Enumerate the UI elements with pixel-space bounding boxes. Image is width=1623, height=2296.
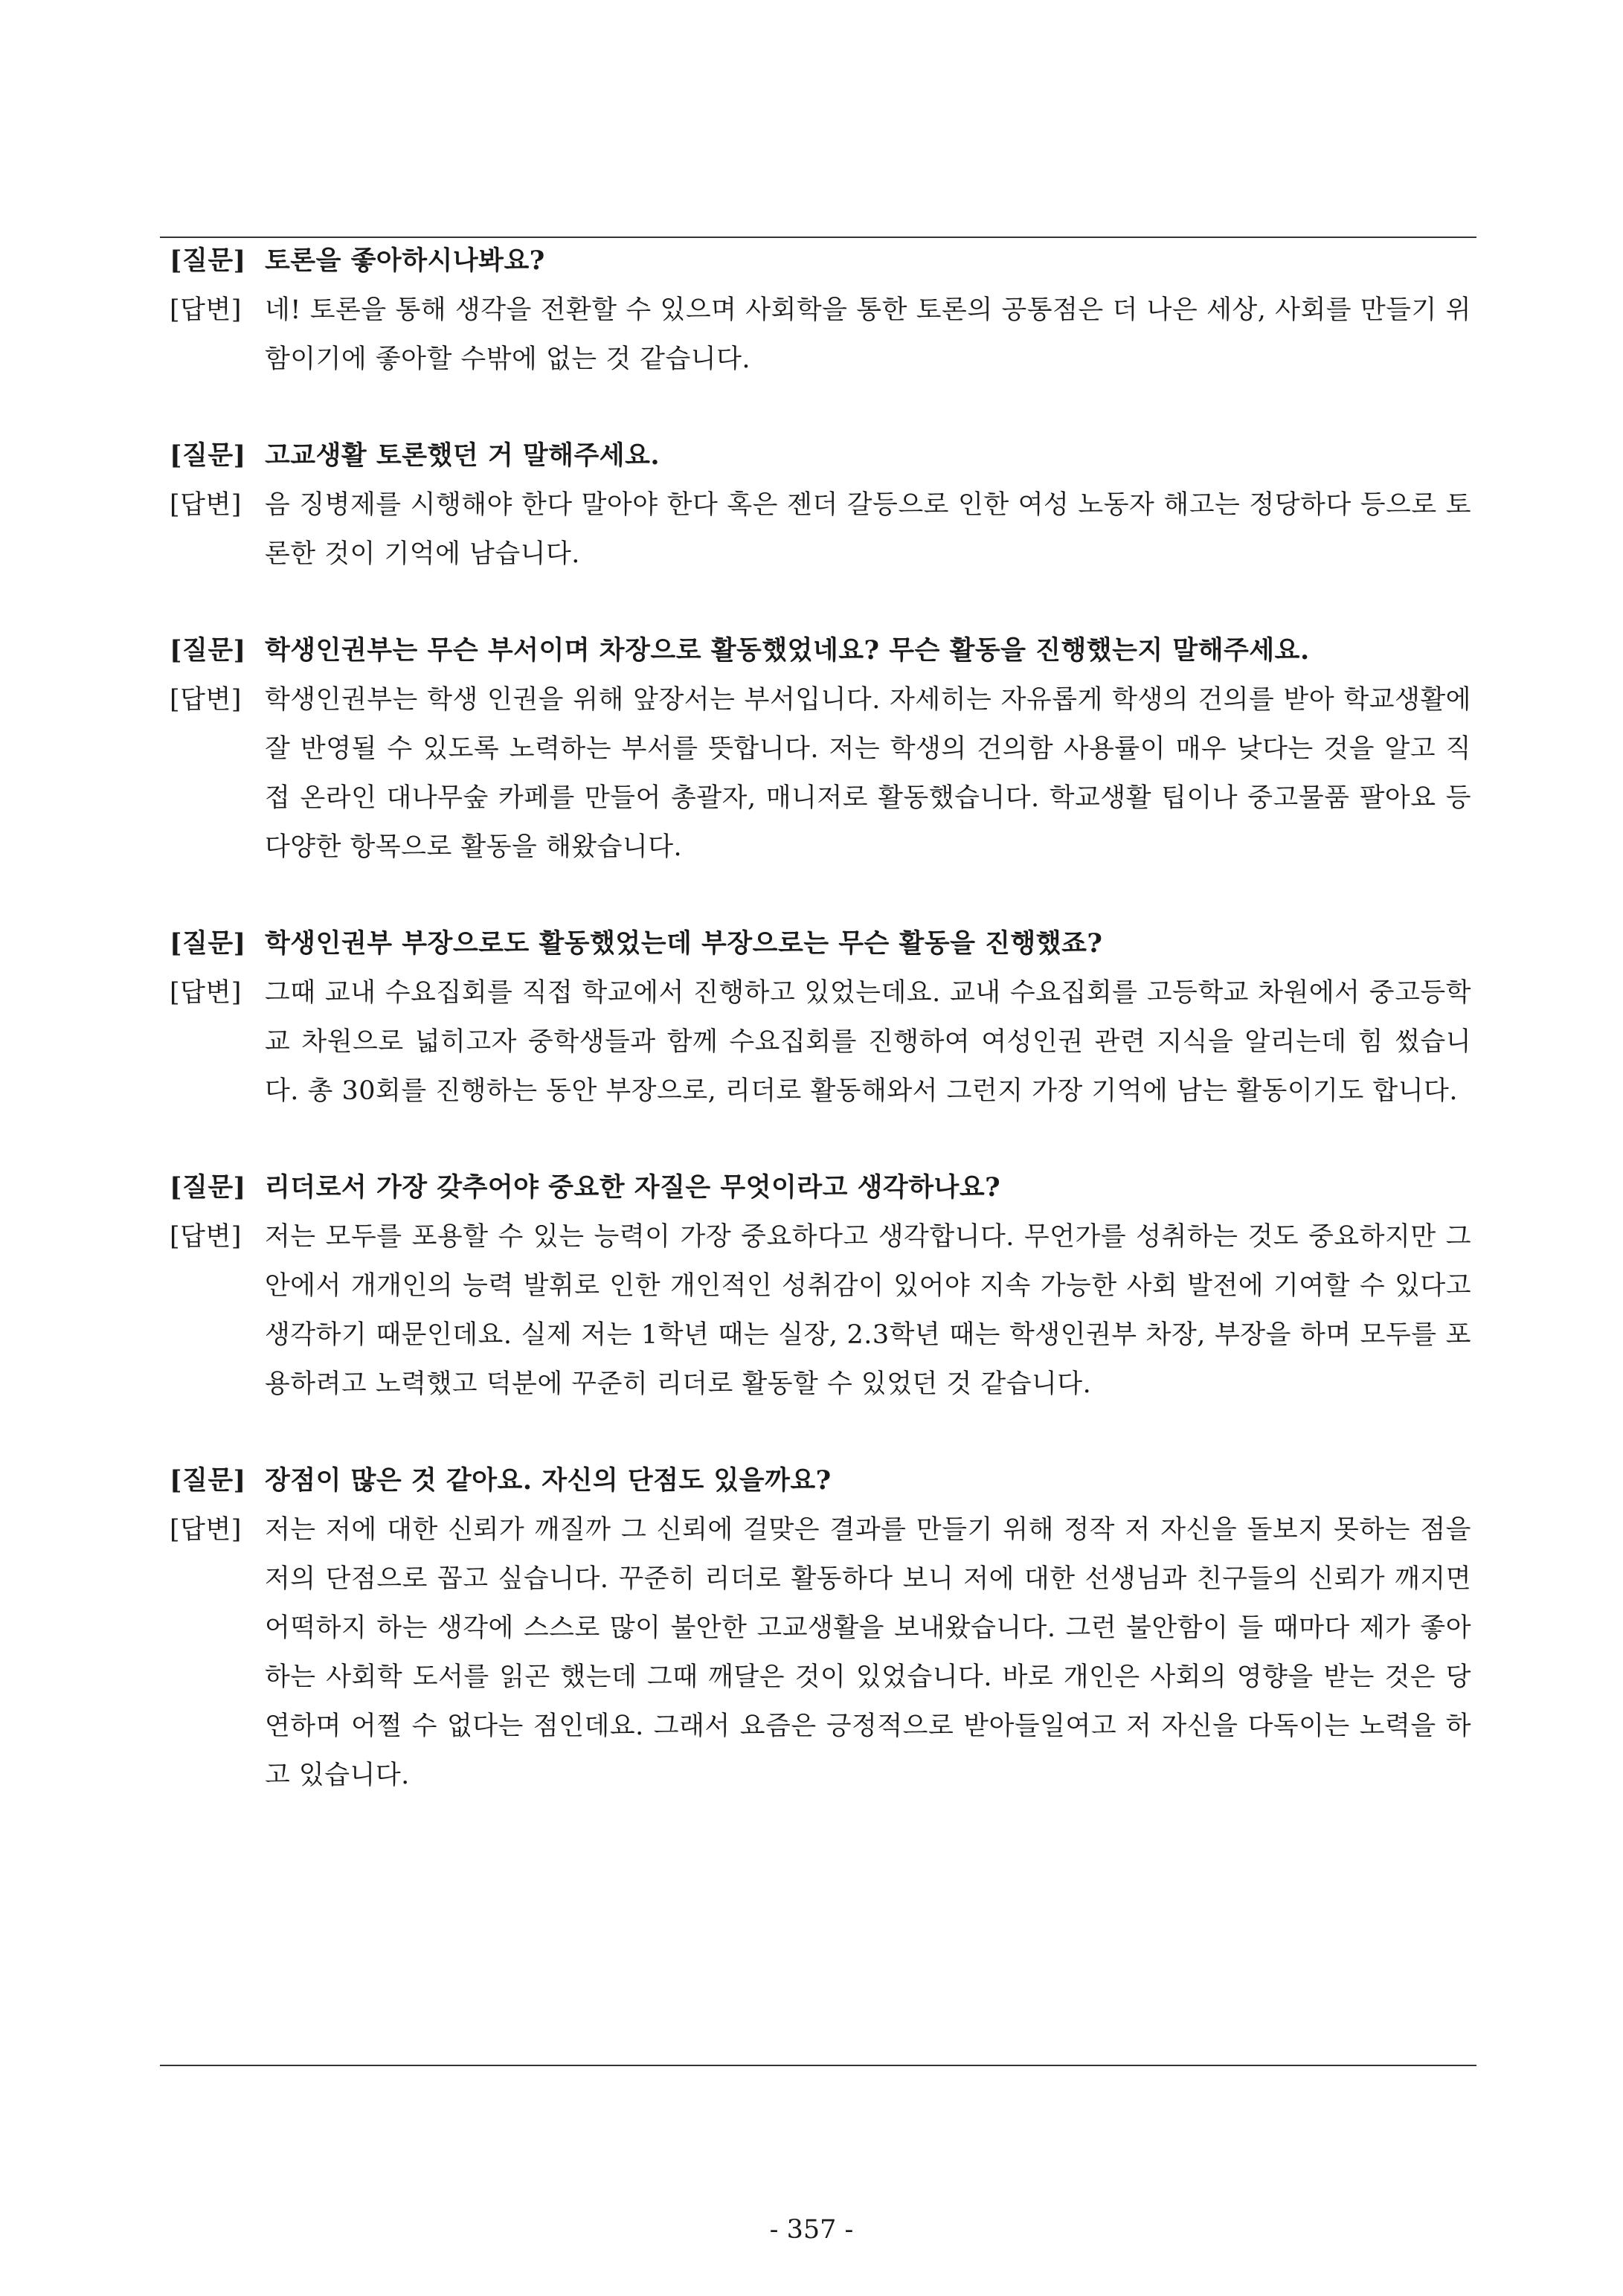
answer-text: 음 징병제를 시행해야 한다 말아야 한다 혹은 젠더 갈등으로 인한 여성 노동자 해고는 정당하다 등으로 토론한 것이 기억에 남습니다. xyxy=(265,490,1471,569)
qa-content xyxy=(170,237,1471,1800)
answer-tag: [답변] xyxy=(170,685,242,715)
question-text: 학생인권부 부장으로도 활동했었는데 부장으로는 무슨 활동을 진행했죠? xyxy=(265,928,1103,959)
question xyxy=(170,1163,1471,1212)
question xyxy=(170,237,1471,286)
answer xyxy=(170,675,1471,872)
answer-tag: [답변] xyxy=(170,978,242,1008)
qa-block xyxy=(170,237,1471,384)
answer xyxy=(170,968,1471,1116)
question-tag: [질문] xyxy=(170,440,246,471)
answer-text: 그때 교내 수요집회를 직접 학교에서 진행하고 있었는데요. 교내 수요집회를 고등학교 차원에서 중고등학교 차원으로 넓히고자 중학생들과 함께 수요집회를 진행하여 여성인권 관련 지식을 알리는데 힘 썼습니다. 총 30회를 진행하는 동안 부장으로, 리더로 활동해와서 그런지 가장 기억에 남는 활동이기도 합니다. xyxy=(265,978,1471,1106)
question xyxy=(170,919,1471,968)
question-tag: [질문] xyxy=(170,928,246,959)
qa-block xyxy=(170,1456,1471,1800)
question-text: 학생인권부는 무슨 부서이며 차장으로 활동했었네요? 무슨 활동을 진행했는지 말해주세요. xyxy=(265,635,1310,666)
answer xyxy=(170,286,1471,384)
answer-tag: [답변] xyxy=(170,1222,242,1252)
qa-block xyxy=(170,431,1471,579)
answer-text: 학생인권부는 학생 인권을 위해 앞장서는 부서입니다. 자세히는 자유롭게 학생의 건의를 받아 학교생활에 잘 반영될 수 있도록 노력하는 부서를 뜻합니다. 저는 학생의 건의함 사용률이 매우 낮다는 것을 알고 직접 온라인 대나무숲 카페를 만들어 총괄자, 매니저로 활동했습니다. 학교생활 팁이나 중고물품 팔아요 등 다양한 항목으로 활동을 해왔습니다. xyxy=(265,685,1471,862)
qa-block xyxy=(170,626,1471,872)
answer xyxy=(170,1212,1471,1409)
answer-tag: [답변] xyxy=(170,1515,242,1545)
question-text: 장점이 많은 것 같아요. 자신의 단점도 있을까요? xyxy=(265,1465,832,1496)
question-text: 토론을 좋아하시나봐요? xyxy=(265,245,545,276)
question-text: 고교생활 토론했던 거 말해주세요. xyxy=(265,440,661,471)
question-text: 리더로서 가장 갖추어야 중요한 자질은 무엇이라고 생각하나요? xyxy=(265,1172,1001,1203)
question xyxy=(170,626,1471,675)
answer-tag: [답변] xyxy=(170,490,242,520)
qa-block xyxy=(170,1163,1471,1409)
answer-text: 저는 저에 대한 신뢰가 깨질까 그 신뢰에 걸맞은 결과를 만들기 위해 정작 저 자신을 돌보지 못하는 점을 저의 단점으로 꼽고 싶습니다. 꾸준히 리더로 활동하다 보니 저에 대한 선생님과 친구들의 신뢰가 깨지면 어떡하지 하는 생각에 스스로 많이 불안한 고교생활을 보내왔습니다. 그런 불안함이 들 때마다 제가 좋아하는 사회학 도서를 읽곤 했는데 그때 깨달은 것이 있었습니다. 바로 개인은 사회의 영향을 받는 것은 당연하며 어쩔 수 없다는 점인데요. 그래서 요즘은 긍정적으로 받아들일여고 저 자신을 다독이는 노력을 하고 있습니다. xyxy=(265,1515,1471,1790)
question xyxy=(170,431,1471,480)
question-tag: [질문] xyxy=(170,1465,246,1496)
question xyxy=(170,1456,1471,1505)
page-number: - 357 - xyxy=(769,2215,854,2245)
answer-tag: [답변] xyxy=(170,295,242,325)
answer-text: 저는 모두를 포용할 수 있는 능력이 가장 중요하다고 생각합니다. 무언가를 성취하는 것도 중요하지만 그 안에서 개개인의 능력 발휘로 인한 개인적인 성취감이 있어야 지속 가능한 사회 발전에 기여할 수 있다고 생각하기 때문인데요. 실제 저는 1학년 때는 실장, 2.3학년 때는 학생인권부 차장, 부장을 하며 모두를 포용하려고 노력했고 덕분에 꾸준히 리더로 활동할 수 있었던 것 같습니다. xyxy=(265,1222,1471,1399)
question-tag: [질문] xyxy=(170,1172,246,1203)
question-tag: [질문] xyxy=(170,635,246,666)
question-tag: [질문] xyxy=(170,245,246,276)
answer xyxy=(170,480,1471,579)
bottom-divider xyxy=(160,2065,1476,2066)
answer xyxy=(170,1505,1471,1800)
answer-text: 네! 토론을 통해 생각을 전환할 수 있으며 사회학을 통한 토론의 공통점은 더 나은 세상, 사회를 만들기 위함이기에 좋아할 수밖에 없는 것 같습니다. xyxy=(265,295,1471,374)
qa-block xyxy=(170,919,1471,1116)
